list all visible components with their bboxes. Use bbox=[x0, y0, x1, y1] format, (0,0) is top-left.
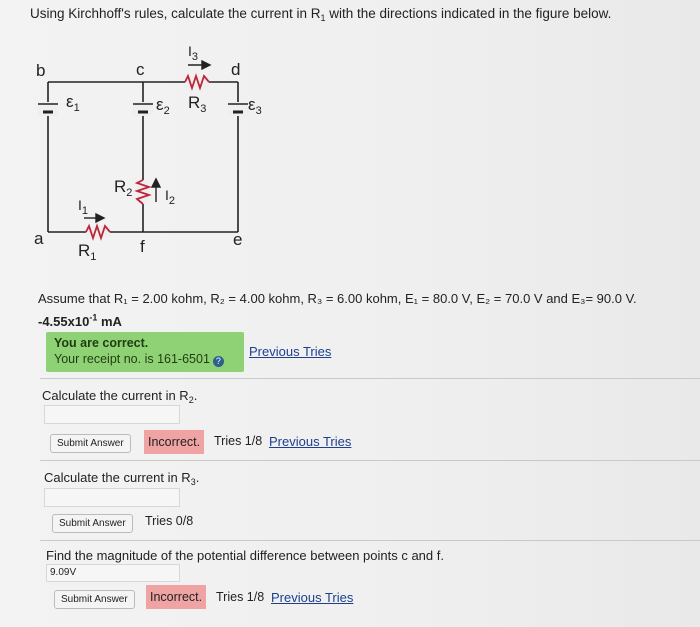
part4-prompt: Find the magnitude of the potential difference between points c and f. bbox=[46, 548, 444, 563]
node-label-a: a bbox=[34, 229, 44, 248]
part2-answer-input[interactable] bbox=[44, 405, 180, 424]
part2-prompt: Calculate the current in $R_2$. bbox=[42, 388, 198, 405]
part1-answer-value: $-4.55x10^{-1}$ mA bbox=[38, 312, 122, 329]
battery-e2 bbox=[133, 102, 153, 116]
emf-label-e1: $\varepsilon_1$ bbox=[66, 92, 80, 114]
node-label-f: f bbox=[140, 237, 145, 256]
part3-tries-count: Tries 0/8 bbox=[145, 514, 194, 528]
part3-answer-input[interactable] bbox=[44, 488, 180, 507]
battery-e1 bbox=[38, 102, 58, 116]
part3-submit-button[interactable]: Submit Answer bbox=[52, 514, 133, 533]
node-label-e: e bbox=[233, 230, 243, 249]
resistor-label-r1: $R_1$ bbox=[78, 241, 97, 263]
node-label-d: d bbox=[231, 60, 241, 79]
part4-previous-tries-link[interactable]: Previous Tries bbox=[271, 590, 354, 605]
current-arrow-i3-head bbox=[202, 61, 210, 69]
resistor-label-r2: $R_2$ bbox=[114, 177, 133, 199]
current-label-i3: $I_3$ bbox=[188, 43, 199, 63]
part4-answer-input[interactable]: 9.09V bbox=[46, 564, 180, 582]
divider bbox=[40, 460, 700, 461]
part1-previous-tries-link[interactable]: Previous Tries bbox=[249, 344, 332, 359]
help-icon[interactable]: ? bbox=[213, 356, 224, 367]
resistor-label-r3: $R_3$ bbox=[188, 93, 207, 115]
node-label-c: c bbox=[136, 60, 145, 79]
resistor-r3 bbox=[185, 76, 209, 88]
emf-label-e3: $\varepsilon_3$ bbox=[248, 95, 262, 117]
part3-prompt: Calculate the current in $R_3$. bbox=[44, 470, 200, 487]
emf-label-e2: $\varepsilon_2$ bbox=[156, 95, 170, 117]
part4-tries-count: Tries 1/8 bbox=[216, 590, 265, 604]
current-arrow-i1-head bbox=[96, 214, 104, 222]
resistor-r2 bbox=[137, 180, 149, 204]
resistor-r1 bbox=[86, 226, 110, 238]
current-label-i2: $I_2$ bbox=[165, 187, 176, 207]
divider bbox=[40, 378, 700, 379]
correct-status-text: You are correct. bbox=[54, 336, 149, 350]
current-label-i1: $I_1$ bbox=[78, 197, 89, 217]
assumption-text: Assume that R₁ = 2.00 kohm, R₂ = 4.00 kohm, R₃ = 6.00 kohm, E₁ = 80.0 V, E₂ = 70.0 V and E₃= 90.0 V. bbox=[38, 291, 637, 306]
question-text: Using Kirchhoff's rules, calculate the current in $R_1$ with the directions indicated in the figure below. bbox=[30, 6, 612, 23]
part4-incorrect-badge: Incorrect. bbox=[146, 585, 206, 609]
circuit-diagram bbox=[28, 42, 268, 267]
correct-feedback-box bbox=[46, 332, 244, 372]
part2-incorrect-badge: Incorrect. bbox=[144, 430, 204, 454]
current-arrow-i2-head bbox=[152, 179, 160, 187]
part4-submit-button[interactable]: Submit Answer bbox=[54, 590, 135, 609]
battery-e3 bbox=[228, 102, 248, 116]
divider bbox=[40, 540, 700, 541]
part2-submit-button[interactable]: Submit Answer bbox=[50, 434, 131, 453]
part2-previous-tries-link[interactable]: Previous Tries bbox=[269, 434, 352, 449]
part2-tries-count: Tries 1/8 bbox=[214, 434, 263, 448]
receipt-text: Your receipt no. is 161-6501 ? bbox=[54, 352, 224, 367]
node-label-b: b bbox=[36, 61, 46, 80]
